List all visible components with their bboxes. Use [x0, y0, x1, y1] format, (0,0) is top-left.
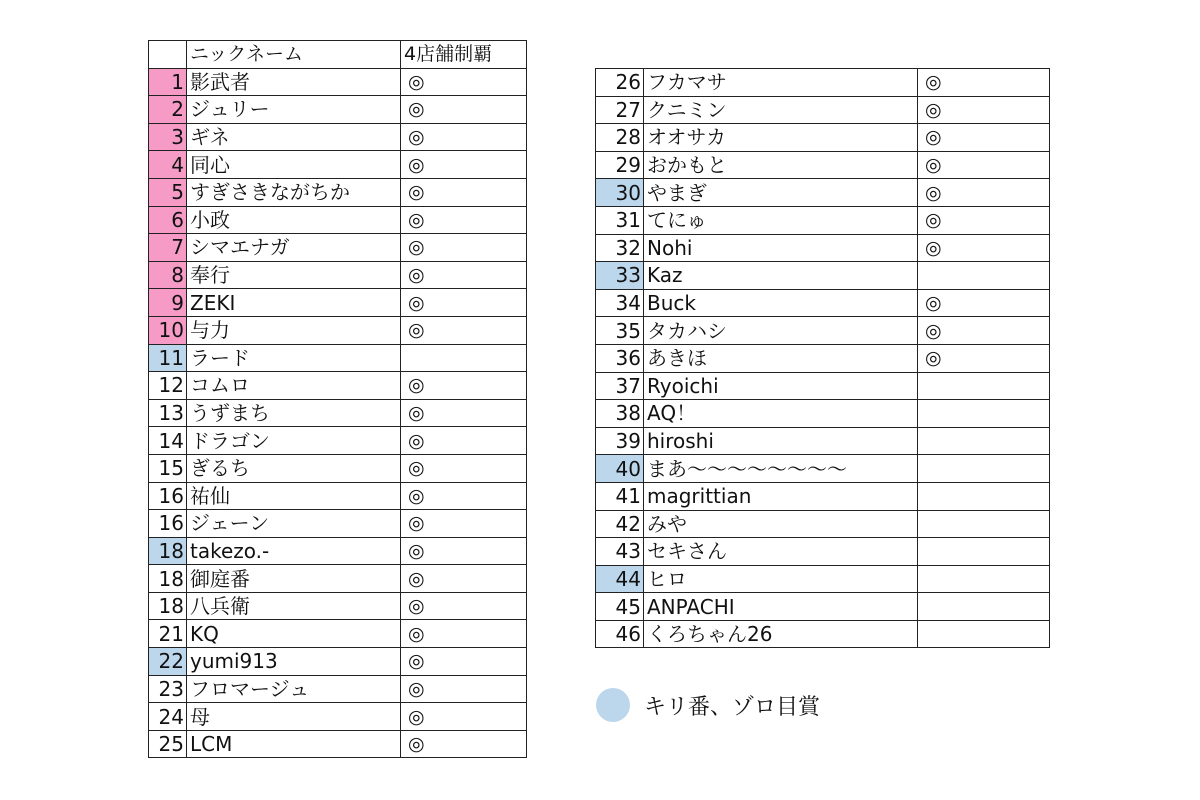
nickname-cell: hiroshi: [644, 427, 918, 455]
nickname-cell: 祐仙: [187, 482, 401, 510]
completion-mark-cell: ◎: [401, 427, 527, 455]
rank-cell: 8: [149, 261, 187, 289]
completion-mark-cell: ◎: [918, 151, 1050, 179]
table-row: [596, 455, 1050, 483]
table-row: [596, 427, 1050, 455]
nickname-cell: Nohi: [644, 234, 918, 262]
nickname-cell: 与力: [187, 316, 401, 344]
nickname-cell: コムロ: [187, 372, 401, 400]
completion-mark-cell: ◎: [918, 124, 1050, 152]
rank-cell: 37: [596, 372, 644, 400]
rank-cell: 45: [596, 593, 644, 621]
nickname-cell: シマエナガ: [187, 234, 401, 262]
nickname-cell: ギネ: [187, 123, 401, 151]
table-row: [149, 703, 527, 731]
completion-mark-cell: [918, 510, 1050, 538]
completion-mark-cell: [918, 538, 1050, 566]
completion-mark-cell: [918, 620, 1050, 648]
table-row: [596, 400, 1050, 428]
table-row: [149, 123, 527, 151]
ranking-table-left: [148, 40, 527, 758]
nickname-cell: 影武者: [187, 68, 401, 96]
table-row: [596, 151, 1050, 179]
rank-cell: 3: [149, 123, 187, 151]
completion-mark-cell: ◎: [401, 234, 527, 262]
nickname-cell: KQ: [187, 620, 401, 648]
table-row: [149, 537, 527, 565]
rank-cell: 39: [596, 427, 644, 455]
rank-cell: 35: [596, 317, 644, 345]
nickname-cell: 八兵衛: [187, 592, 401, 620]
table-row: [596, 538, 1050, 566]
legend: [596, 688, 820, 722]
completion-mark-cell: ◎: [401, 648, 527, 676]
rank-cell: 18: [149, 537, 187, 565]
rank-cell: 22: [149, 648, 187, 676]
header-four-stores: 4店舗制覇: [401, 41, 527, 69]
nickname-cell: やまぎ: [644, 179, 918, 207]
completion-mark-cell: ◎: [401, 537, 527, 565]
table-row: [596, 124, 1050, 152]
rank-cell: 29: [596, 151, 644, 179]
completion-mark-cell: ◎: [401, 123, 527, 151]
table-row: [149, 289, 527, 317]
table-row: [149, 675, 527, 703]
rank-cell: 11: [149, 344, 187, 372]
table-row: [149, 344, 527, 372]
rank-cell: 31: [596, 206, 644, 234]
table-header-row: [149, 41, 527, 69]
table-row: [596, 179, 1050, 207]
table-row: [596, 262, 1050, 290]
completion-mark-cell: ◎: [401, 151, 527, 179]
rank-cell: 36: [596, 344, 644, 372]
nickname-cell: ラード: [187, 344, 401, 372]
rank-cell: 40: [596, 455, 644, 483]
rank-cell: 13: [149, 399, 187, 427]
table-row: [596, 289, 1050, 317]
nickname-cell: ZEKI: [187, 289, 401, 317]
table-row: [149, 454, 527, 482]
rank-cell: 16: [149, 510, 187, 538]
completion-mark-cell: ◎: [401, 289, 527, 317]
header-rank: [149, 41, 187, 69]
completion-mark-cell: [918, 400, 1050, 428]
nickname-cell: フカマサ: [644, 69, 918, 97]
table-row: [149, 178, 527, 206]
table-row: [149, 96, 527, 124]
header-nickname: ニックネーム: [187, 41, 401, 69]
rank-cell: 14: [149, 427, 187, 455]
completion-mark-cell: ◎: [401, 178, 527, 206]
completion-mark-cell: ◎: [401, 261, 527, 289]
completion-mark-cell: ◎: [401, 592, 527, 620]
completion-mark-cell: [918, 372, 1050, 400]
completion-mark-cell: ◎: [401, 620, 527, 648]
completion-mark-cell: [918, 565, 1050, 593]
table-row: [149, 234, 527, 262]
completion-mark-cell: [401, 344, 527, 372]
completion-mark-cell: ◎: [401, 510, 527, 538]
rank-cell: 23: [149, 675, 187, 703]
completion-mark-cell: ◎: [401, 675, 527, 703]
rank-cell: 26: [596, 69, 644, 97]
rank-cell: 9: [149, 289, 187, 317]
nickname-cell: yumi913: [187, 648, 401, 676]
rank-cell: 4: [149, 151, 187, 179]
nickname-cell: ドラゴン: [187, 427, 401, 455]
nickname-cell: Kaz: [644, 262, 918, 290]
rank-cell: 38: [596, 400, 644, 428]
table-row: [596, 96, 1050, 124]
completion-mark-cell: ◎: [401, 454, 527, 482]
nickname-cell: 御庭番: [187, 565, 401, 593]
completion-mark-cell: ◎: [401, 96, 527, 124]
table-row: [596, 510, 1050, 538]
table-row: [149, 730, 527, 758]
table-row: [149, 648, 527, 676]
rank-cell: 32: [596, 234, 644, 262]
table-row: [596, 593, 1050, 621]
completion-mark-cell: ◎: [401, 703, 527, 731]
rank-cell: 5: [149, 178, 187, 206]
completion-mark-cell: [918, 455, 1050, 483]
nickname-cell: 小政: [187, 206, 401, 234]
completion-mark-cell: ◎: [401, 399, 527, 427]
blue-circle-icon: [596, 688, 630, 722]
table-row: [596, 234, 1050, 262]
rank-cell: 43: [596, 538, 644, 566]
nickname-cell: みや: [644, 510, 918, 538]
nickname-cell: うずまち: [187, 399, 401, 427]
table-row: [596, 69, 1050, 97]
rank-cell: 2: [149, 96, 187, 124]
rank-cell: 30: [596, 179, 644, 207]
completion-mark-cell: ◎: [401, 482, 527, 510]
rank-cell: 16: [149, 482, 187, 510]
nickname-cell: ヒロ: [644, 565, 918, 593]
nickname-cell: フロマージュ: [187, 675, 401, 703]
completion-mark-cell: ◎: [401, 206, 527, 234]
nickname-cell: ぎるち: [187, 454, 401, 482]
table-row: [596, 620, 1050, 648]
rank-cell: 44: [596, 565, 644, 593]
nickname-cell: Buck: [644, 289, 918, 317]
nickname-cell: takezo.-: [187, 537, 401, 565]
nickname-cell: てにゅ: [644, 206, 918, 234]
nickname-cell: クニミン: [644, 96, 918, 124]
completion-mark-cell: ◎: [918, 206, 1050, 234]
completion-mark-cell: ◎: [401, 372, 527, 400]
table-row: [149, 399, 527, 427]
rank-cell: 27: [596, 96, 644, 124]
rank-cell: 33: [596, 262, 644, 290]
completion-mark-cell: ◎: [401, 316, 527, 344]
completion-mark-cell: ◎: [918, 234, 1050, 262]
completion-mark-cell: ◎: [918, 317, 1050, 345]
nickname-cell: 同心: [187, 151, 401, 179]
table-row: [149, 565, 527, 593]
nickname-cell: セキさん: [644, 538, 918, 566]
table-row: [149, 592, 527, 620]
nickname-cell: すぎさきながちか: [187, 178, 401, 206]
rank-cell: 21: [149, 620, 187, 648]
completion-mark-cell: [918, 593, 1050, 621]
nickname-cell: ジェーン: [187, 510, 401, 538]
nickname-cell: あきほ: [644, 344, 918, 372]
rank-cell: 25: [149, 730, 187, 758]
table-row: [149, 427, 527, 455]
ranking-table-right: [595, 68, 1050, 648]
completion-mark-cell: ◎: [918, 96, 1050, 124]
table-row: [149, 510, 527, 538]
rank-cell: 12: [149, 372, 187, 400]
nickname-cell: オオサカ: [644, 124, 918, 152]
table-row: [149, 372, 527, 400]
rank-cell: 7: [149, 234, 187, 262]
nickname-cell: magrittian: [644, 482, 918, 510]
nickname-cell: AQ！: [644, 400, 918, 428]
nickname-cell: タカハシ: [644, 317, 918, 345]
rank-cell: 18: [149, 565, 187, 593]
rank-cell: 24: [149, 703, 187, 731]
completion-mark-cell: [918, 262, 1050, 290]
nickname-cell: 母: [187, 703, 401, 731]
table-row: [149, 68, 527, 96]
completion-mark-cell: ◎: [918, 69, 1050, 97]
legend-label: キリ番、ゾロ目賞: [644, 694, 821, 720]
rank-cell: 41: [596, 482, 644, 510]
nickname-cell: まあ～～～～～～～～: [644, 455, 918, 483]
completion-mark-cell: ◎: [401, 565, 527, 593]
nickname-cell: ANPACHI: [644, 593, 918, 621]
table-row: [149, 620, 527, 648]
completion-mark-cell: ◎: [918, 289, 1050, 317]
rank-cell: 10: [149, 316, 187, 344]
completion-mark-cell: ◎: [401, 730, 527, 758]
rank-cell: 1: [149, 68, 187, 96]
completion-mark-cell: ◎: [918, 179, 1050, 207]
rank-cell: 42: [596, 510, 644, 538]
rank-cell: 6: [149, 206, 187, 234]
rank-cell: 18: [149, 592, 187, 620]
table-row: [596, 482, 1050, 510]
table-row: [596, 206, 1050, 234]
table-row: [149, 151, 527, 179]
table-row: [596, 317, 1050, 345]
rank-cell: 34: [596, 289, 644, 317]
nickname-cell: くろちゃん26: [644, 620, 918, 648]
table-row: [149, 482, 527, 510]
nickname-cell: Ryoichi: [644, 372, 918, 400]
rank-cell: 15: [149, 454, 187, 482]
table-row: [596, 565, 1050, 593]
rank-cell: 28: [596, 124, 644, 152]
nickname-cell: LCM: [187, 730, 401, 758]
completion-mark-cell: [918, 482, 1050, 510]
table-row: [149, 261, 527, 289]
completion-mark-cell: ◎: [918, 344, 1050, 372]
nickname-cell: ジュリー: [187, 96, 401, 124]
nickname-cell: 奉行: [187, 261, 401, 289]
completion-mark-cell: ◎: [401, 68, 527, 96]
table-row: [596, 344, 1050, 372]
table-row: [149, 206, 527, 234]
table-row: [149, 316, 527, 344]
completion-mark-cell: [918, 427, 1050, 455]
nickname-cell: おかもと: [644, 151, 918, 179]
table-row: [596, 372, 1050, 400]
rank-cell: 46: [596, 620, 644, 648]
